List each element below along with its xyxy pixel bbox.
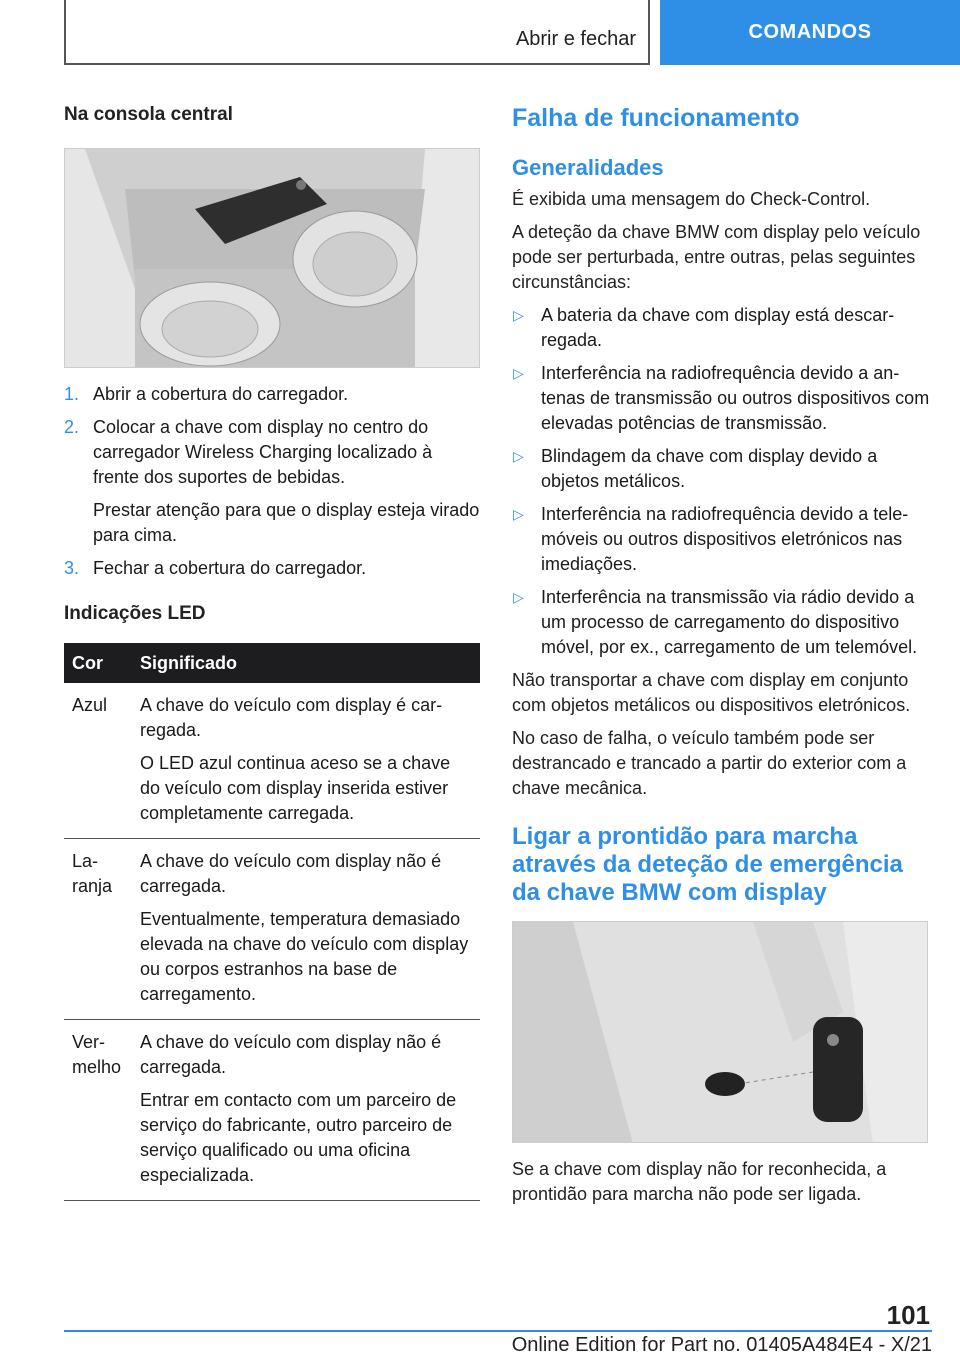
paragraph: Não transportar a chave com display em conjunto com objetos metálicos ou dispositivos eletrónicos. [512,670,911,715]
step-number: 2. [64,417,80,437]
meaning-line: A chave do veículo com display é carregada. [140,695,443,740]
triangle-bullet-icon: ▷ [513,589,524,605]
paragraph: Se a chave com display não for reconhecida, a prontidão para marcha não pode ser ligada. [512,1159,887,1204]
col-header-meaning: Significado [132,643,480,683]
triangle-bullet-icon: ▷ [513,307,524,323]
table-row [64,839,480,1020]
step-text: Fechar a cobertura do carregador. [93,558,367,578]
right-column [512,100,932,1207]
left-column [64,100,480,1201]
charging-steps [64,382,480,581]
list-item [64,415,480,548]
led-color-cell: Laranja [64,839,132,1020]
list-item [64,556,480,581]
led-color-cell: Vermelho [64,1020,132,1201]
bullet-text: Interferência na transmissão via rádio devido a um processo de carregamento do dispositivo móvel, por ex., carregamento de um telemóvel. [541,587,918,657]
step-text: Abrir a cobertura do carregador. [93,384,349,404]
meaning-line: A chave do veículo com display não é carregada. [140,1032,442,1077]
bullet-text: Interferência na radiofrequência devido a telemóveis ou outros dispositivos eletrónicos nas imediações. [541,504,909,574]
paragraph: No caso de falha, o veículo também pode ser destrancado e trancado a partir do exterior com a chave mecânica. [512,728,907,798]
step-text: Colocar a chave com display no centro do carregador Wireless Charging localizado à frente dos suportes de bebidas. [93,417,433,487]
table-row [64,683,480,839]
step-number: 3. [64,558,80,578]
led-color-cell: Azul [64,683,132,839]
step-number: 1. [64,384,80,404]
list-item [512,361,932,436]
section-subtitle: Generalidades [512,155,664,180]
bullet-text: Interferência na radiofrequência devido a antenas de transmissão ou outros dispositivos com elevadas potências de transmissão. [541,363,930,433]
meaning-line: A chave do veículo com display não é carregada. [140,851,442,896]
table-header-row [64,643,480,683]
led-meaning-cell [132,839,480,1020]
list-item [512,303,932,353]
paragraph: É exibida uma mensagem do Check-Control. [512,189,871,209]
paragraph: A deteção da chave BMW com display pelo veículo pode ser perturbada, entre outras, pelas seguintes circunstâncias: [512,222,921,292]
list-item [64,382,480,407]
meaning-line: Entrar em contacto com um parceiro de serviço do fabricante, outro parceiro de serviço qualificado ou uma oficina especializada. [140,1090,457,1185]
list-item [512,444,932,494]
header-bottom-rule [64,63,650,65]
led-title: Indicações LED [64,603,206,624]
led-meaning-cell [132,1020,480,1201]
header-chapter-tab: COMANDOS [660,0,960,65]
console-drawing [65,149,480,368]
header-separator [648,0,650,64]
footer-edition: Online Edition for Part no. 01405A484E4 - X/21 [511,1334,932,1356]
console-subtitle: Na consola central [64,104,233,125]
list-item [512,585,932,660]
led-table [64,643,480,1201]
header-section-title: Abrir e fechar [515,28,636,50]
steering-column-drawing [513,922,928,1143]
header-left-rule [64,0,66,64]
list-item [512,502,932,577]
circumstances-list [512,303,932,660]
bullet-text: Blindagem da chave com display devido a objetos metálicos. [541,446,878,491]
page-number: 101 [886,1300,930,1330]
triangle-bullet-icon: ▷ [513,365,524,381]
meaning-line: Eventualmente, temperatura demasiado elevada na chave do veículo com display ou corpos estranhos na base de carregamento. [140,909,469,1004]
triangle-bullet-icon: ▷ [513,506,524,522]
col-header-color: Cor [64,643,132,683]
footer-rule [64,1330,932,1332]
table-row [64,1020,480,1201]
section-title: Falha de funcionamento [512,104,800,132]
triangle-bullet-icon: ▷ [513,448,524,464]
meaning-line: O LED azul continua aceso se a chave do veículo com display inserida estiver completamente carregada. [140,753,451,823]
center-console-illustration [64,148,480,368]
emergency-detection-illustration [512,921,928,1143]
step-note: Prestar atenção para que o display esteja virado para cima. [93,500,480,545]
emergency-heading: Ligar a prontidão para marcha através da deteção de emergência da chave BMW com display [512,823,903,906]
led-meaning-cell [132,683,480,839]
bullet-text: A bateria da chave com display está descarregada. [541,305,895,350]
